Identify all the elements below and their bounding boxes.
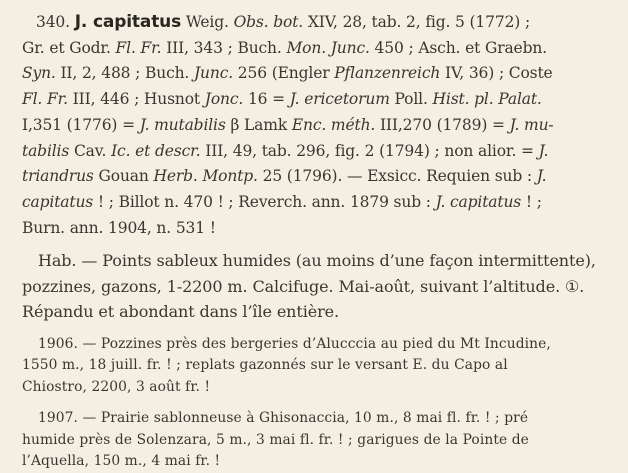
synonymy-paragraph xyxy=(22,10,618,241)
synonymy-line xyxy=(22,87,618,113)
citation-text: Gouan xyxy=(93,167,154,186)
italic-citation-text: Fl. Fr. xyxy=(115,38,162,57)
italic-citation-text: J. mutabilis xyxy=(139,115,226,134)
citation-text: III, 343 ; Buch. xyxy=(161,38,287,57)
synonymy-line xyxy=(22,36,618,62)
entry-number: 340. xyxy=(36,13,70,31)
habitat-line: pozzines, gazons, 1-2200 m. Calcifuge. Mai-août, suivant l’altitude. ①. xyxy=(22,276,585,296)
italic-citation-text: J. capitatus xyxy=(435,192,522,211)
locality-line: 1907. — Prairie sablonneuse à Ghisonaccia, 10 m., 8 mai fl. fr. ! ; pré xyxy=(38,410,529,427)
citation-text: III, 446 ; Husnot xyxy=(67,90,205,109)
synonymy-line xyxy=(22,10,618,36)
italic-citation-text: Junc. xyxy=(193,64,234,83)
synonymy-line xyxy=(22,190,618,216)
italic-citation-text: Jonc. xyxy=(204,90,244,109)
italic-citation-text: Enc. méth. xyxy=(291,115,376,134)
synonymy-line xyxy=(22,139,618,165)
italic-citation-text: capitatus xyxy=(22,192,94,211)
italic-citation-text: tabilis xyxy=(22,141,70,160)
citation-text: XIV, 28, tab. 2, fig. 5 (1772) ; xyxy=(303,13,531,31)
citation-text: β Lamk xyxy=(225,115,292,134)
locality-line: 1550 m., 18 juill. fr. ! ; replats gazonnés sur le versant E. du Capo al xyxy=(22,357,508,374)
italic-citation-text: J. mu- xyxy=(509,115,554,134)
habitat-line: Hab. — Points sableux humides (au moins d’une façon intermittente), xyxy=(38,251,596,271)
locality-line: l’Aquella, 150 m., 4 mai fr. ! xyxy=(22,453,221,470)
habitat-line: Répandu et abondant dans l’île entière. xyxy=(22,302,340,322)
italic-citation-text: Syn. xyxy=(22,64,56,83)
locality-line: Chiostro, 2200, 3 août fr. ! xyxy=(22,378,211,395)
italic-citation-text: Fl. Fr. xyxy=(22,90,68,109)
citation-text: Burn. ann. 1904, n. 531 ! xyxy=(22,218,216,237)
citation-text: Weig. xyxy=(181,13,234,31)
italic-citation-text: J. ericetorum xyxy=(289,90,390,109)
italic-citation-text: Obs. bot. xyxy=(233,13,304,31)
citation-text: Poll. xyxy=(389,90,433,109)
citation-text: Cav. xyxy=(69,141,112,160)
italic-citation-text: J. xyxy=(538,141,549,160)
citation-text: II, 2, 488 ; Buch. xyxy=(55,64,194,83)
locality-line: 1906. — Pozzines près des bergeries d’Alucccia au pied du Mt Incudine, xyxy=(38,335,551,352)
citation-text: 450 ; Asch. et Graebn. xyxy=(369,38,547,57)
italic-citation-text: Mon. Junc. xyxy=(286,38,370,57)
synonymy-line xyxy=(22,216,618,242)
synonymy-line xyxy=(22,61,618,87)
italic-citation-text: Pflanzenreich xyxy=(334,64,441,83)
citation-text: 25 (1796). — Exsicc. Requien sub : xyxy=(257,167,537,186)
italic-citation-text: Ic. et descr. xyxy=(111,141,201,160)
synonymy-line xyxy=(22,164,618,190)
species-name: J. capitatus xyxy=(74,12,182,32)
italic-citation-text: Hist. pl. Palat. xyxy=(432,90,542,109)
citation-text: I,351 (1776) = xyxy=(22,115,140,134)
italic-citation-text: triandrus xyxy=(22,167,94,186)
locality-line: humide près de Solenzara, 5 m., 3 mai fl. fr. ! ; garigues de la Pointe de xyxy=(22,431,529,448)
italic-citation-text: J. xyxy=(536,167,547,186)
citation-text: 256 (Engler xyxy=(233,64,335,83)
citation-text: III,270 (1789) = xyxy=(375,115,510,134)
citation-text: ! ; Billot n. 470 ! ; Reverch. ann. 1879 sub : xyxy=(93,192,436,211)
citation-text: 16 = xyxy=(243,90,290,109)
locality-1906-paragraph xyxy=(22,334,618,399)
citation-text: IV, 36) ; Coste xyxy=(440,64,553,83)
citation-text: III, 49, tab. 296, fig. 2 (1794) ; non alior. = xyxy=(200,141,539,160)
citation-text: ! ; xyxy=(521,192,542,211)
habitat-paragraph xyxy=(22,248,618,325)
locality-1907-paragraph xyxy=(22,408,618,473)
synonymy-line xyxy=(22,113,618,139)
citation-text: Gr. et Godr. xyxy=(22,38,116,57)
italic-citation-text: Herb. Montp. xyxy=(153,167,258,186)
